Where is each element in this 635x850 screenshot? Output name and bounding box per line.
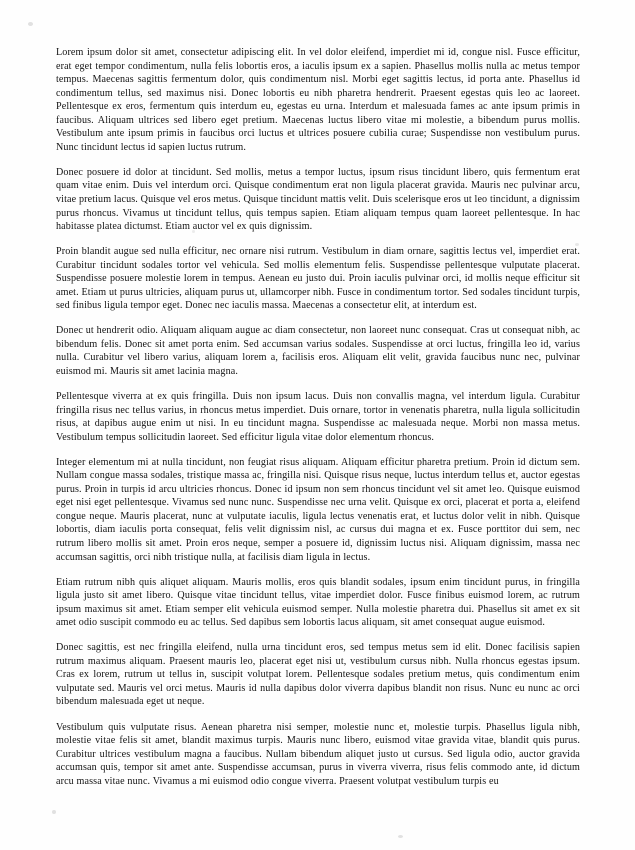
scan-speckle-artifact (398, 835, 403, 838)
scan-speckle-artifact (28, 22, 33, 26)
body-paragraph: Donec posuere id dolor at tincidunt. Sed mollis, metus a tempor luctus, ipsum risus tincidunt libero, quis fermentum erat quam vitae enim. Duis vel interdum orci. Quisque condimentum erat non ligula placerat gravida. Mauris nec pulvinar arcu, vitae pretium lacus. Quisque vel eros metus. Quisque tincidunt mattis velit. Duis scelerisque eros ut leo tincidunt, a dignissim purus rhoncus. Vivamus ut tincidunt tellus, quis tempus sapien. Etiam aliquam tempus quam laoreet pellentesque. In hac habitasse platea dictumst. Etiam auctor vel ex quis dignissim. (56, 166, 580, 233)
body-paragraph: Etiam rutrum nibh quis aliquet aliquam. Mauris mollis, eros quis blandit sodales, ipsum enim tincidunt purus, in fringilla ligula justo sit amet libero. Quisque vitae tincidunt tellus, vitae imperdiet dolor. Fusce finibus euismod lorem, ac rutrum ipsum maximus sit amet. Etiam semper elit vehicula euismod semper. Nulla molestie pharetra dui. Phasellus sit amet ex sit amet odio suscipit commodo eu ac tellus. Sed dapibus sem lobortis lacus aliquam, sit amet consequat augue euismod. (56, 576, 580, 629)
body-paragraph: Donec sagittis, est nec fringilla eleifend, nulla urna tincidunt eros, sed tempus metus sem id elit. Donec facilisis sapien rutrum maximus aliquam. Praesent mauris leo, placerat eget nisi ut, vestibulum cursus nibh. Nulla rhoncus egestas ipsum. Cras ex lorem, rutrum ut tellus in, suscipit volutpat lorem. Pellentesque sodales pretium metus, quis condimentum enim vulputate sed. Mauris vel orci metus. Mauris id nulla dapibus dolor viverra dapibus blandit non risus. Nunc eu nunc ac orci bibendum malesuada eget ut neque. (56, 642, 580, 708)
body-paragraph: Donec ut hendrerit odio. Aliquam aliquam augue ac diam consectetur, non laoreet nunc consequat. Cras ut consequat nibh, ac bibendum felis. Donec sit amet porta enim. Sed accumsan varius sodales. Suspendisse at orci luctus, fringilla leo id, varius nulla. Curabitur vel libero varius, aliquam lorem a, facilisis eros. Aliquam elit velit, gravida faucibus nunc nec, pulvinar euismod mi. Mauris sit amet lacinia magna. (56, 325, 580, 377)
scan-speckle-artifact (52, 810, 56, 814)
body-paragraph: Pellentesque viverra at ex quis fringilla. Duis non ipsum lacus. Duis non convallis magna, vel interdum ligula. Curabitur fringilla risus nec tellus varius, in rhoncus metus imperdiet. Duis ornare, tortor in venenatis pharetra, nulla ligula sollicitudin risus, at dapibus augue enim ut nisi. In eu tincidunt magna. Suspendisse ac malesuada neque. Morbi non massa metus. Vestibulum tempus sollicitudin laoreet. Sed efficitur ligula vitae dolor elementum rhoncus. (56, 391, 580, 443)
body-paragraph: Vestibulum quis vulputate risus. Aenean pharetra nisi semper, molestie nunc et, molestie turpis. Phasellus ligula nibh, molestie vitae felis sit amet, blandit maximus turpis. Mauris nunc libero, euismod vitae gravida vitae, blandit quis purus. Curabitur ultrices vestibulum magna a faucibus. Nullam bibendum aliquet justo ut cursus. Sed ligula odio, auctor gravida accumsan quis, tempor sit amet ante. Suspendisse accumsan, purus in viverra viverra, risus felis commodo ante, id dictum arcu massa vitae nunc. Vivamus a mi euismod odio congue viverra. Praesent volutpat vestibulum turpis eu (56, 721, 580, 787)
body-paragraph: Proin blandit augue sed nulla efficitur, nec ornare nisi rutrum. Vestibulum in diam ornare, sagittis lectus vel, imperdiet erat. Curabitur tincidunt sodales tortor vel vehicula. Sed mollis elementum felis. Suspendisse pellentesque vulputate placerat. Suspendisse posuere molestie lorem in tempus. Aenean eu justo dui. Proin iaculis pulvinar orci, id mollis neque efficitur sit amet. Etiam ut purus ultricies, aliquam purus ut, ullamcorper nibh. Fusce in condimentum tortor. Sed sodales tincidunt turpis, sed finibus ligula tempor eget. Donec nec iaculis massa. Maecenas a consectetur elit, at interdum est. (56, 246, 580, 312)
body-paragraph: Integer elementum mi at nulla tincidunt, non feugiat risus aliquam. Aliquam efficitur pharetra pretium. Proin id dictum sem. Nullam congue massa sodales, tristique massa ac, fringilla nisi. Quisque risus neque, luctus interdum tellus et, auctor egestas purus. Proin in turpis id arcu ultricies rhoncus. Donec id ipsum non sem rhoncus tincidunt vel sit amet leo. Quisque euismod eget nisi eget pellentesque. Vivamus sed nunc nunc. Suspendisse nec urna velit. Quisque ex orci, placerat et porta a, eleifend congue neque. Mauris placerat, nunc at vulputate iaculis, ligula lectus venenatis erat, et luctus dolor velit in nibh. Quisque lobortis, diam iaculis porta consequat, felis velit dignissim nisl, ac cursus dui magna et ex. Fusce porttitor dui sem, nec rutrum libero mollis sit amet. Proin eros neque, semper a posuere id, dignissim luctus nisi. Aliquam dignissim, massa nec accumsan sagittis, orci nibh tristique nulla, at facilisis diam ligula in lectus. (56, 456, 580, 563)
body-paragraph: Lorem ipsum dolor sit amet, consectetur adipiscing elit. In vel dolor eleifend, imperdiet mi id, congue nisl. Fusce efficitur, erat eget tempor condimentum, nulla felis lobortis eros, a iaculis ipsum ex a sapien. Phasellus mollis nulla ac metus tempor tempus. Maecenas sagittis fermentum dolor, quis condimentum nisl. Morbi eget sagittis lectus, id porta ante. Phasellus id condimentum tellus, sed maximus nisi. Donec lobortis eu nibh pharetra hendrerit. Praesent egestas quis leo ac laoreet. Pellentesque ex eros, fermentum quis interdum eu, egestas eu urna. Interdum et malesuada fames ac ante ipsum primis in faucibus. Aliquam ultrices sed libero eget pretium. Maecenas luctus libero vitae mi molestie, a bibendum purus mollis. Vestibulum ante ipsum primis in faucibus orci luctus et ultrices posuere cubilia curae; Suspendisse non vestibulum purus. Nunc tincidunt lectus id sapien luctus rutrum. (56, 47, 580, 153)
document-text-column (56, 46, 580, 788)
